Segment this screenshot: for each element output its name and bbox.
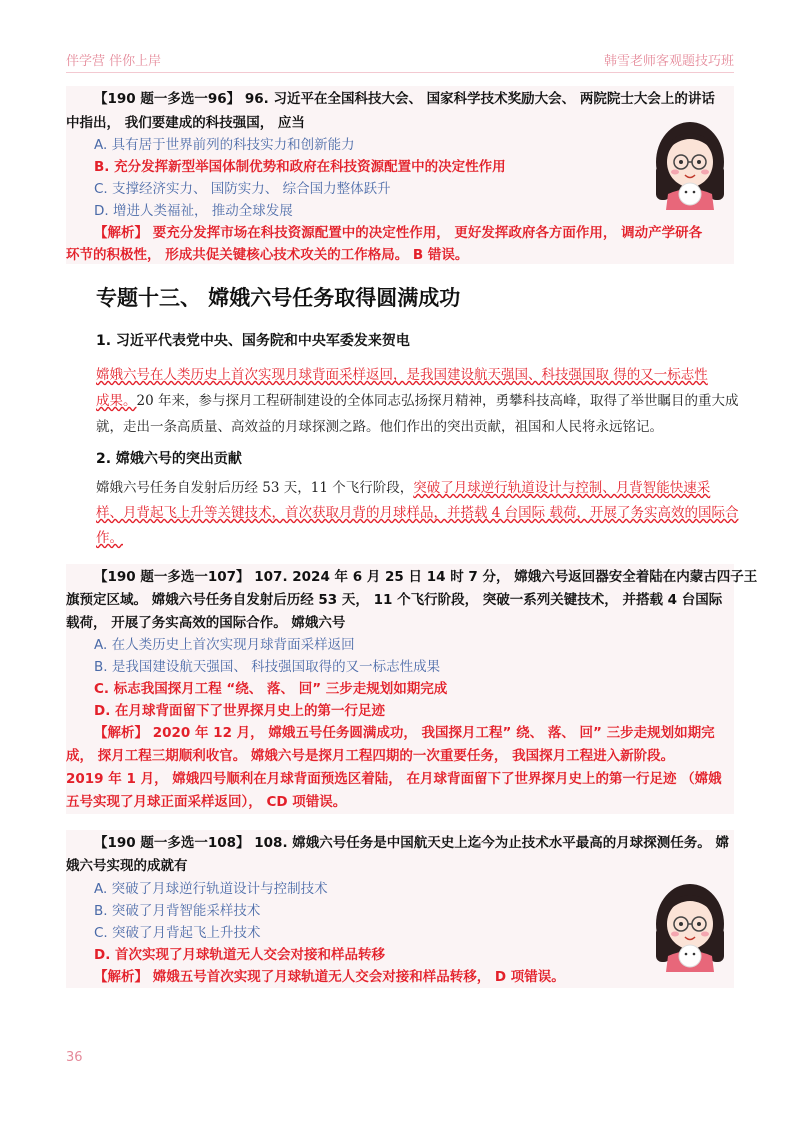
q96-option-c: C. 支撑经济实力、 国防实力、 综合国力整体跃升 xyxy=(94,181,391,197)
q96-stem-line1: 【190 题一多选一96】 96. 习近平在全国科技大会、 国家科学技术奖励大会、 两院院士大会上的讲话 xyxy=(94,91,715,107)
header-right-text: 韩雪老师客观题技巧班 xyxy=(603,54,734,69)
q96-analysis-line1: 【解析】 要充分发挥市场在科技资源配置中的决定性作用， 更好发挥政府各方面作用， 调动产学研各 xyxy=(94,225,703,241)
q107-option-d: D. 在月球背面留下了世界探月史上的第一行足迹 xyxy=(94,703,386,719)
q96-option-d: D. 增进人类福祉， 推动全球发展 xyxy=(94,203,293,219)
q96-option-b: B. 充分发挥新型举国体制优势和政府在科技资源配置中的决定性作用 xyxy=(94,159,506,175)
q108-option-d: D. 首次实现了月球轨道无人交会对接和样品转移 xyxy=(94,947,386,963)
q108-stem-line2: 娥六号实现的成就有 xyxy=(66,858,188,874)
q108-option-b: B. 突破了月背智能采样技术 xyxy=(94,903,261,919)
sub1-highlight-2: 成果。 xyxy=(96,393,137,409)
q96-stem-line2: 中指出， 我们要建成的科技强国， 应当 xyxy=(66,115,305,131)
q108-option-a: A. 突破了月球逆行轨道设计与控制技术 xyxy=(94,881,328,897)
subsection-2-title: 2. 嫦娥六号的突出贡献 xyxy=(96,451,242,467)
sub2-text-1: 嫦娥六号任务自发射后历经 53 天，11 个飞行阶段， xyxy=(96,480,414,496)
q108-analysis-line1: 【解析】 嫦娥五号首次实现了月球轨道无人交会对接和样品转移， D 项错误。 xyxy=(94,969,565,985)
q107-analysis-line3: 2019 年 1 月， 嫦娥四号顺利在月球背面预选区着陆， 在月球背面留下了世界探月史上的第一行足迹 （嫦娥 xyxy=(66,771,722,787)
q107-analysis-line1: 【解析】 2020 年 12 月， 嫦娥五号任务圆满成功， 我国探月工程” 绕、 落、 回” 三步走规划如期完 xyxy=(94,725,715,741)
subsection-1-title: 1. 习近平代表党中央、国务院和中央军委发来贺电 xyxy=(96,333,410,349)
q107-option-a: A. 在人类历史上首次实现月球背面采样返回 xyxy=(94,637,355,653)
q96-option-a: A. 具有居于世界前列的科技实力和创新能力 xyxy=(94,137,355,153)
q107-stem-line3: 载荷， 开展了务实高效的国际合作。 嫦娥六号 xyxy=(66,615,346,631)
q96-analysis-line2: 环节的积极性， 形成共促关键核心技术攻关的工作格局。 B 错误。 xyxy=(66,247,469,263)
sub2-highlight-1: 突破了月球逆行轨道设计与控制、月背智能快速采 xyxy=(413,480,711,496)
header-divider xyxy=(66,72,734,73)
q107-analysis-line4: 五号实现了月球正面采样返回）， CD 项错误。 xyxy=(66,794,347,810)
sub1-paragraph-line2 xyxy=(96,388,738,414)
sub1-paragraph-line3: 就，走出一条高质量、高效益的月球探测之路。他们作出的突出贡献，祖国和人民将永远铭记。 xyxy=(96,419,663,435)
sub1-paragraph-line1 xyxy=(96,362,708,388)
sub2-paragraph-line2 xyxy=(96,500,738,526)
teacher-avatar-illustration-2 xyxy=(640,872,740,972)
q107-option-c: C. 标志我国探月工程 “绕、 落、 回” 三步走规划如期完成 xyxy=(94,681,448,697)
sub2-paragraph-line3 xyxy=(96,525,123,551)
q107-stem-line1: 【190 题一多选一107】 107. 2024 年 6 月 25 日 14 时 7 分， 嫦娥六号返回器安全着陆在内蒙古四子王 xyxy=(94,569,758,585)
page-number: 36 xyxy=(66,1050,83,1065)
q107-stem-line2: 旗预定区域。 嫦娥六号任务自发射后历经 53 天， 11 个飞行阶段， 突破一系列关键技术， 并搭载 4 台国际 xyxy=(66,592,723,608)
sub2-paragraph-line1 xyxy=(96,475,710,501)
q108-stem-line1: 【190 题一多选一108】 108. 嫦娥六号任务是中国航天史上迄今为止技术水平最高的月球探测任务。 嫦 xyxy=(94,835,729,851)
sub2-highlight-3: 作。 xyxy=(96,530,123,546)
section-title: 专题十三、 嫦娥六号任务取得圆满成功 xyxy=(96,286,461,310)
sub1-highlight-1: 嫦娥六号在人类历史上首次实现月球背面采样返回，是我国建设航天强国、科技强国取 得的又一标志性 xyxy=(96,367,708,383)
sub2-highlight-2: 样、月背起飞上升等关键技术，首次获取月背的月球样品，并搭载 4 台国际 载荷，开展了务实高效的国际合 xyxy=(96,505,739,521)
sub1-text-2: 20 年来，参与探月工程研制建设的全体同志弘扬探月精神，勇攀科技高峰，取得了举世瞩目的重大成 xyxy=(136,393,739,409)
q107-option-b: B. 是我国建设航天强国、 科技强国取得的又一标志性成果 xyxy=(94,659,441,675)
teacher-avatar-illustration xyxy=(640,110,740,210)
q107-analysis-line2: 成， 探月工程三期顺利收官。 嫦娥六号是探月工程四期的一次重要任务， 我国探月工程进入新阶段。 xyxy=(66,748,675,764)
header-left-text: 伴学营 伴你上岸 xyxy=(66,54,162,69)
q108-option-c: C. 突破了月背起飞上升技术 xyxy=(94,925,261,941)
